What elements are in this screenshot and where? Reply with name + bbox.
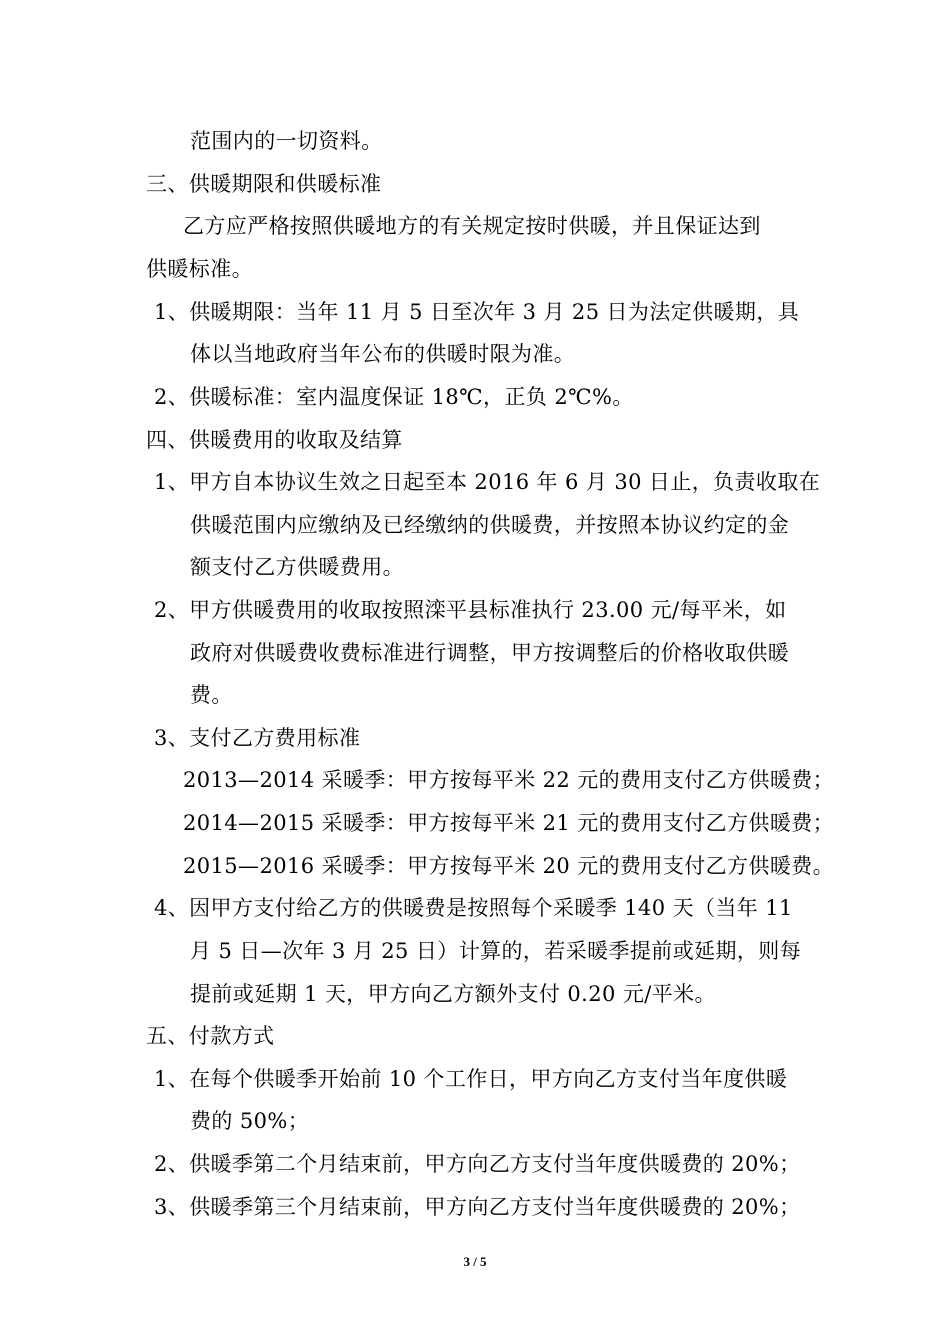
- list-item: 4、因甲方支付给乙方的供暖费是按照每个采暖季 140 天（当年 11: [154, 896, 793, 920]
- list-item: 1、供暖期限：当年 11 月 5 日至次年 3 月 25 日为法定供暖期，具: [154, 300, 800, 324]
- section-heading-5: 五、付款方式: [146, 1024, 275, 1048]
- text-line: 月 5 日—次年 3 月 25 日）计算的，若采暖季提前或延期，则每: [190, 939, 802, 963]
- text-line: 额支付乙方供暖费用。: [190, 555, 404, 579]
- text-line: 供暖标准。: [146, 257, 253, 281]
- page-number: 3 / 5: [463, 1254, 487, 1269]
- fee-line: 2013—2014 采暖季：甲方按每平米 22 元的费用支付乙方供暖费；: [183, 768, 835, 792]
- text-line: 范围内的一切资料。: [190, 129, 383, 153]
- list-item: 2、供暖标准：室内温度保证 18℃，正负 2℃%。: [154, 385, 634, 409]
- fee-line: 2015—2016 采暖季：甲方按每平米 20 元的费用支付乙方供暖费。: [183, 854, 835, 878]
- list-item: 3、供暖季第三个月结束前，甲方向乙方支付当年度供暖费的 20%；: [154, 1195, 801, 1219]
- list-item: 2、供暖季第二个月结束前，甲方向乙方支付当年度供暖费的 20%；: [154, 1152, 801, 1176]
- list-item: 1、在每个供暖季开始前 10 个工作日，甲方向乙方支付当年度供暖: [154, 1067, 788, 1091]
- text-line: 政府对供暖费收费标准进行调整，甲方按调整后的价格收取供暖: [190, 641, 790, 665]
- text-line: 供暖范围内应缴纳及已经缴纳的供暖费，并按照本协议约定的金: [190, 513, 790, 537]
- text-line: 乙方应严格按照供暖地方的有关规定按时供暖，并且保证达到: [183, 214, 761, 238]
- text-line: 提前或延期 1 天，甲方向乙方额外支付 0.20 元/平米。: [190, 982, 716, 1006]
- section-heading-3: 三、供暖期限和供暖标准: [146, 172, 382, 196]
- text-line: 费。: [190, 683, 233, 707]
- section-heading-4: 四、供暖费用的收取及结算: [146, 428, 403, 452]
- text-line: 体以当地政府当年公布的供暖时限为准。: [190, 342, 576, 366]
- list-item: 3、支付乙方费用标准: [154, 726, 361, 750]
- fee-line: 2014—2015 采暖季：甲方按每平米 21 元的费用支付乙方供暖费；: [183, 811, 835, 835]
- list-item: 2、甲方供暖费用的收取按照滦平县标准执行 23.00 元/每平米，如: [154, 598, 787, 622]
- list-item: 1、甲方自本协议生效之日起至本 2016 年 6 月 30 日止，负责收取在: [154, 470, 821, 494]
- text-line: 费的 50%；: [190, 1109, 310, 1133]
